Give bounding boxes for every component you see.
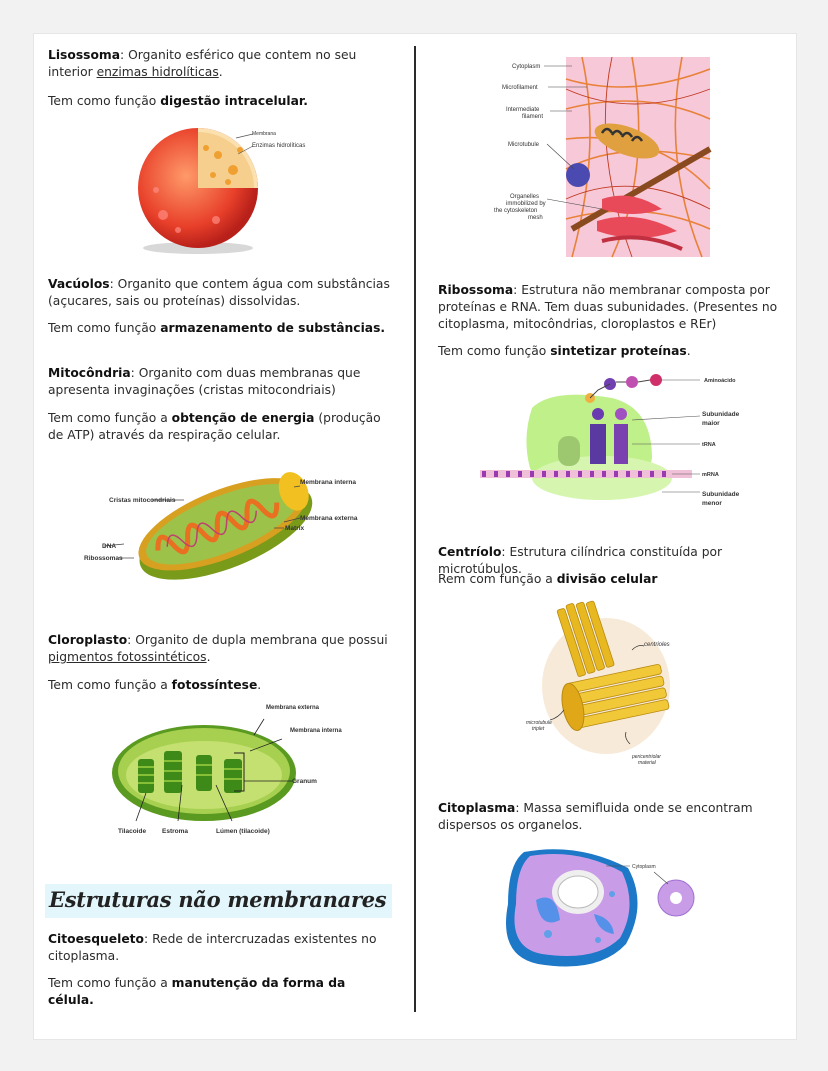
vacuolos-function: Tem como função armazenamento de substâncias. xyxy=(48,321,386,335)
label-mrna: mRNA xyxy=(702,472,719,478)
label-subunidade-menor: Subunidade menor xyxy=(702,491,740,507)
citoesqueleto-term: Citoesqueleto xyxy=(48,932,145,946)
label-cytoplasm-2: Cytoplasm xyxy=(632,864,656,870)
mitocondria-term: Mitocôndria xyxy=(48,366,131,380)
cytoskeleton-illustration xyxy=(492,49,720,261)
ribossoma-function: Tem como função sintetizar proteínas. xyxy=(438,344,691,358)
label-subunidade-maior: Subunidade maior xyxy=(702,411,740,427)
label-matrix: Matrix xyxy=(285,525,305,532)
pigmentos-link: pigmentos fotossintéticos xyxy=(48,650,207,664)
label-microtubule: Microtubule xyxy=(508,142,540,148)
vacuolos-definition: Vacúolos: Organito que contem água com substâncias (açucares, sais ou proteínas) dissolvidas. xyxy=(48,277,390,308)
label-microfilament: Microfilament xyxy=(502,85,538,91)
label-ribossomas: Ribossomas xyxy=(84,555,123,562)
cytoplasm-illustration xyxy=(478,844,736,972)
label-cristas: Cristas mitocondriais xyxy=(109,497,176,504)
enzimas-link: enzimas hidrolíticas xyxy=(96,65,219,79)
label-tilacoide: Tilacoide xyxy=(118,828,147,835)
label-membrana-externa-cl: Membrana externa xyxy=(266,705,320,711)
lisossoma-term: Lisossoma xyxy=(48,48,121,62)
mitochondrion-illustration xyxy=(74,452,364,604)
label-centrioles: centrioles xyxy=(644,642,670,648)
cloroplasto-term: Cloroplasto xyxy=(48,633,128,647)
lysosome-illustration xyxy=(128,120,310,258)
centriolo-term: Centríolo xyxy=(438,545,502,559)
citoesqueleto-function: Tem como função a manutenção da forma da célula. xyxy=(48,976,346,1007)
label-organelles: Organelles immobilized by the cytoskeleton mesh xyxy=(494,194,546,221)
citoplasma-definition: Citoplasma: Massa semifluida onde se encontram dispersos os organelos. xyxy=(438,801,753,832)
label-membrana-externa: Membrana externa xyxy=(300,515,358,522)
label-granum: Granum xyxy=(292,778,317,785)
label-membrana-interna: Membrana interna xyxy=(300,479,356,486)
centriole-illustration xyxy=(520,588,696,772)
centriolo-function: Rem com função a divisão celular xyxy=(438,572,658,586)
citoesqueleto-definition: Citoesqueleto: Rede de intercruzadas existentes no citoplasma. xyxy=(48,932,377,963)
column-divider xyxy=(414,46,416,1012)
mitocondria-function: Tem como função a obtenção de energia (produção de ATP) através da respiração celular. xyxy=(48,411,381,442)
section-heading: Estruturas não membranares xyxy=(49,887,387,912)
lisossoma-definition: Lisossoma: Organito esférico que contem no seu interior enzimas hidrolíticas. xyxy=(48,48,357,79)
centriolo-definition: Centríolo: Estrutura cilíndrica constituída por microtúbulos. xyxy=(438,545,723,576)
label-membrana: Membrana xyxy=(252,131,276,137)
label-enzimas: Enzimas hidrolíticas xyxy=(252,143,306,149)
ribosome-illustration xyxy=(472,368,748,514)
chloroplast-illustration xyxy=(104,693,342,845)
label-estroma: Estroma xyxy=(162,828,189,835)
label-dna: DNA xyxy=(102,543,117,550)
label-microtubule-triplet: microtubule triplet xyxy=(526,720,552,732)
lisossoma-function: Tem como função digestão intracelular. xyxy=(48,94,308,108)
cloroplasto-function: Tem como função a fotossíntese. xyxy=(48,678,262,692)
cloroplasto-definition: Cloroplasto: Organito de dupla membrana que possui pigmentos fotossintéticos. xyxy=(48,633,388,664)
vacuolos-term: Vacúolos xyxy=(48,277,110,291)
ribossoma-term: Ribossoma xyxy=(438,283,514,297)
ribossoma-definition: Ribossoma: Estrutura não membranar composta por proteínas e RNA. Tem duas subunidades. (Presentes no citoplasma, mitocôndrias, cloroplastos e REr) xyxy=(438,283,778,331)
citoplasma-term: Citoplasma xyxy=(438,801,516,815)
label-cytoplasm: Cytoplasm xyxy=(512,64,541,70)
label-pericentriolar: pericentriolar material xyxy=(632,754,661,766)
label-lumen: Lúmen (tilacoide) xyxy=(216,828,270,835)
mitocondria-definition: Mitocôndria: Organito com duas membranas que apresenta invaginações (cristas mitocondriais) xyxy=(48,366,361,397)
label-membrana-interna-cl: Membrana interna xyxy=(290,728,342,734)
label-aminoacido: Aminoácido xyxy=(704,378,736,384)
label-trna: tRNA xyxy=(702,442,716,448)
label-intermediate-filament: Intermediate filament xyxy=(506,107,544,120)
